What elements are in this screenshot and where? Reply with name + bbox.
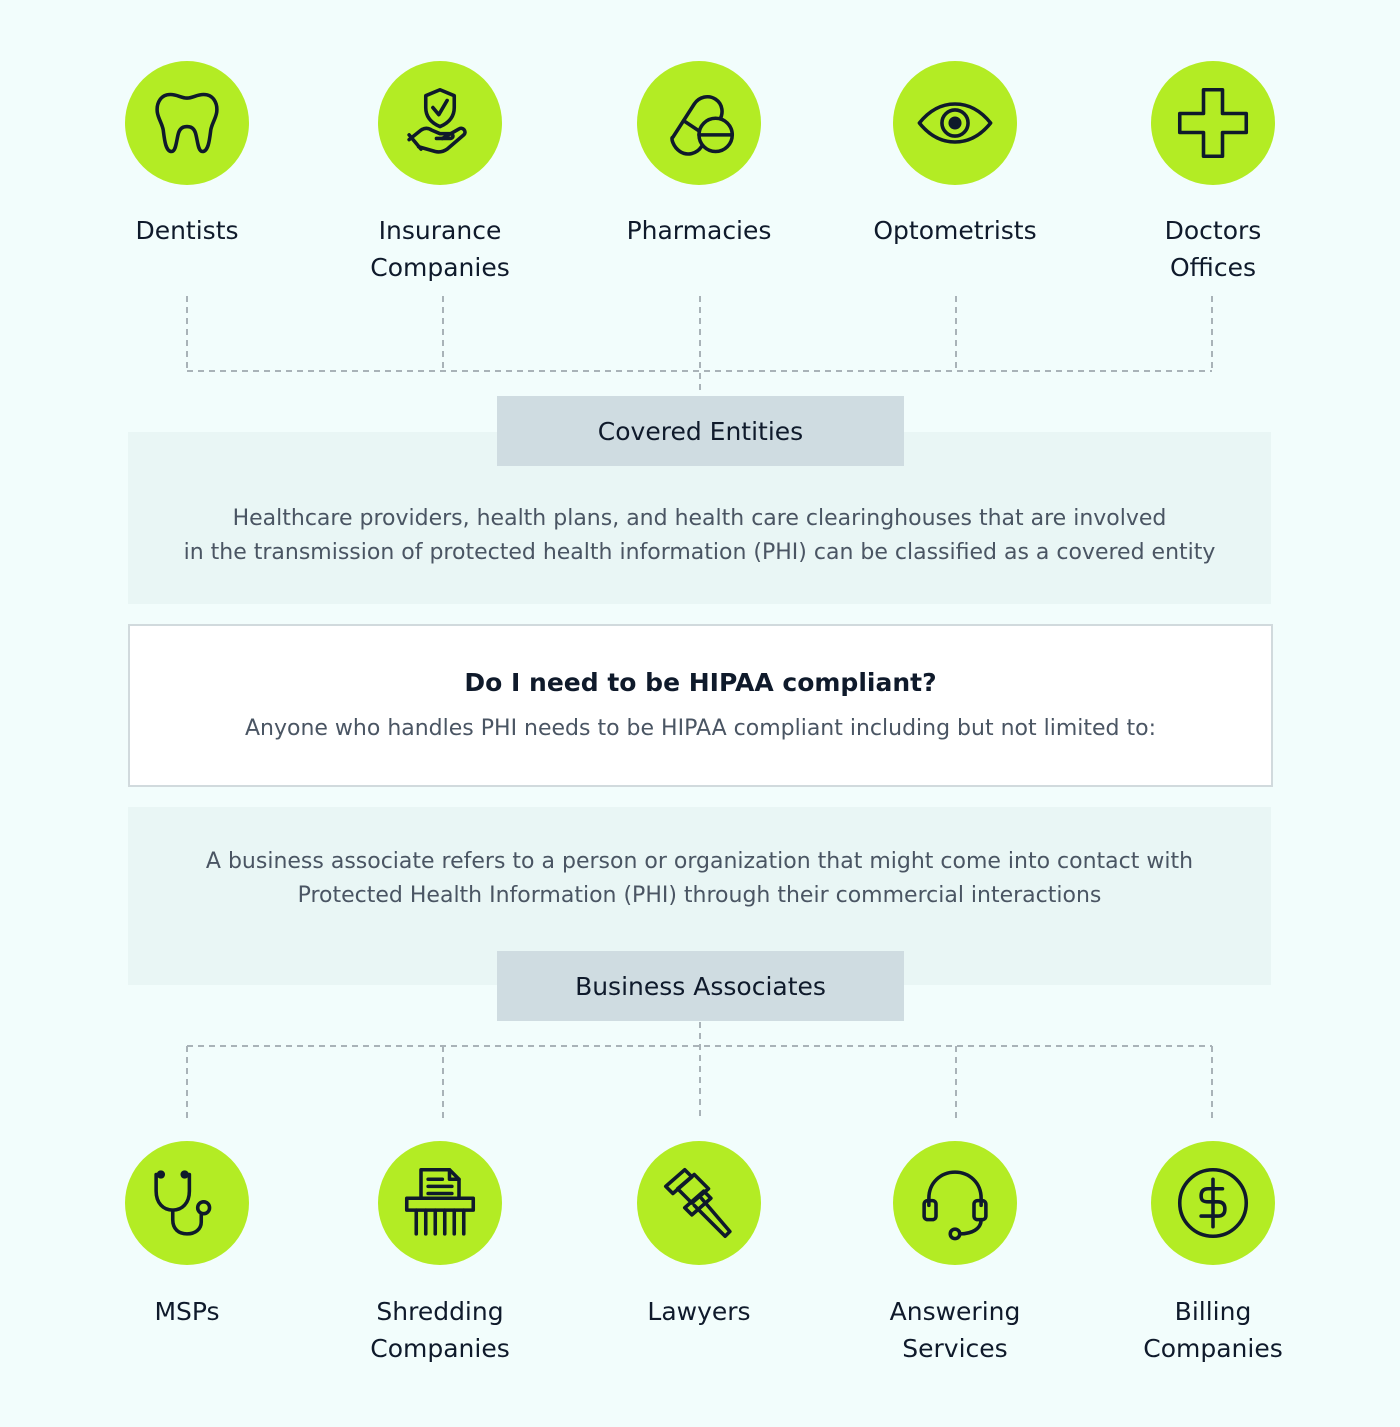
shredder-icon (402, 1165, 478, 1241)
label-optometrists: Optometrists (873, 216, 1037, 245)
label-billing-companies: Billing Companies (1143, 1297, 1283, 1363)
shield-hand-icon (402, 85, 478, 161)
label-lawyers: Lawyers (647, 1297, 751, 1326)
insurance-circle (378, 61, 502, 185)
label-dentists: Dentists (135, 216, 239, 245)
dollar-coin-icon (1175, 1165, 1251, 1241)
tooth-icon (149, 85, 225, 161)
label-answering-services: Answering Services (889, 1297, 1021, 1363)
stethoscope-icon (149, 1165, 225, 1241)
question-subtitle: Anyone who handles PHI needs to be HIPAA compliant including but not limited to: (244, 716, 1156, 741)
hipaa-question-box (128, 624, 1273, 787)
eye-icon (917, 85, 993, 161)
covered-entities-tag: Covered Entities (497, 396, 904, 466)
label-insurance-companies: Insurance Companies (370, 216, 510, 282)
msps-circle (125, 1141, 249, 1265)
lawyers-circle (637, 1141, 761, 1265)
business-associates-tag: Business Associates (497, 951, 904, 1021)
dentists-circle (125, 61, 249, 185)
shredding-circle (378, 1141, 502, 1265)
optometrists-circle (893, 61, 1017, 185)
label-doctors-offices: Doctors Offices (1164, 216, 1262, 282)
pharmacies-circle (637, 61, 761, 185)
billing-circle (1151, 1141, 1275, 1265)
headset-icon (917, 1165, 993, 1241)
label-msps: MSPs (154, 1297, 220, 1326)
gavel-icon (661, 1165, 737, 1241)
pills-icon (661, 85, 737, 161)
covered-entities-description: Healthcare providers, health plans, and health care clearinghouses that are involved in the transmission of protected health information (PHI) can be classified as a covered entity (183, 506, 1216, 565)
answering-circle (893, 1141, 1017, 1265)
label-shredding-companies: Shredding Companies (370, 1297, 510, 1363)
question-title: Do I need to be HIPAA compliant? (464, 668, 937, 697)
doctors-circle (1151, 61, 1275, 185)
label-pharmacies: Pharmacies (626, 216, 772, 245)
business-associates-description: A business associate refers to a person or organization that might come into contact with Protected Health Information (PHI) through their commercial interactions (205, 849, 1194, 908)
medical-cross-icon (1175, 85, 1251, 161)
